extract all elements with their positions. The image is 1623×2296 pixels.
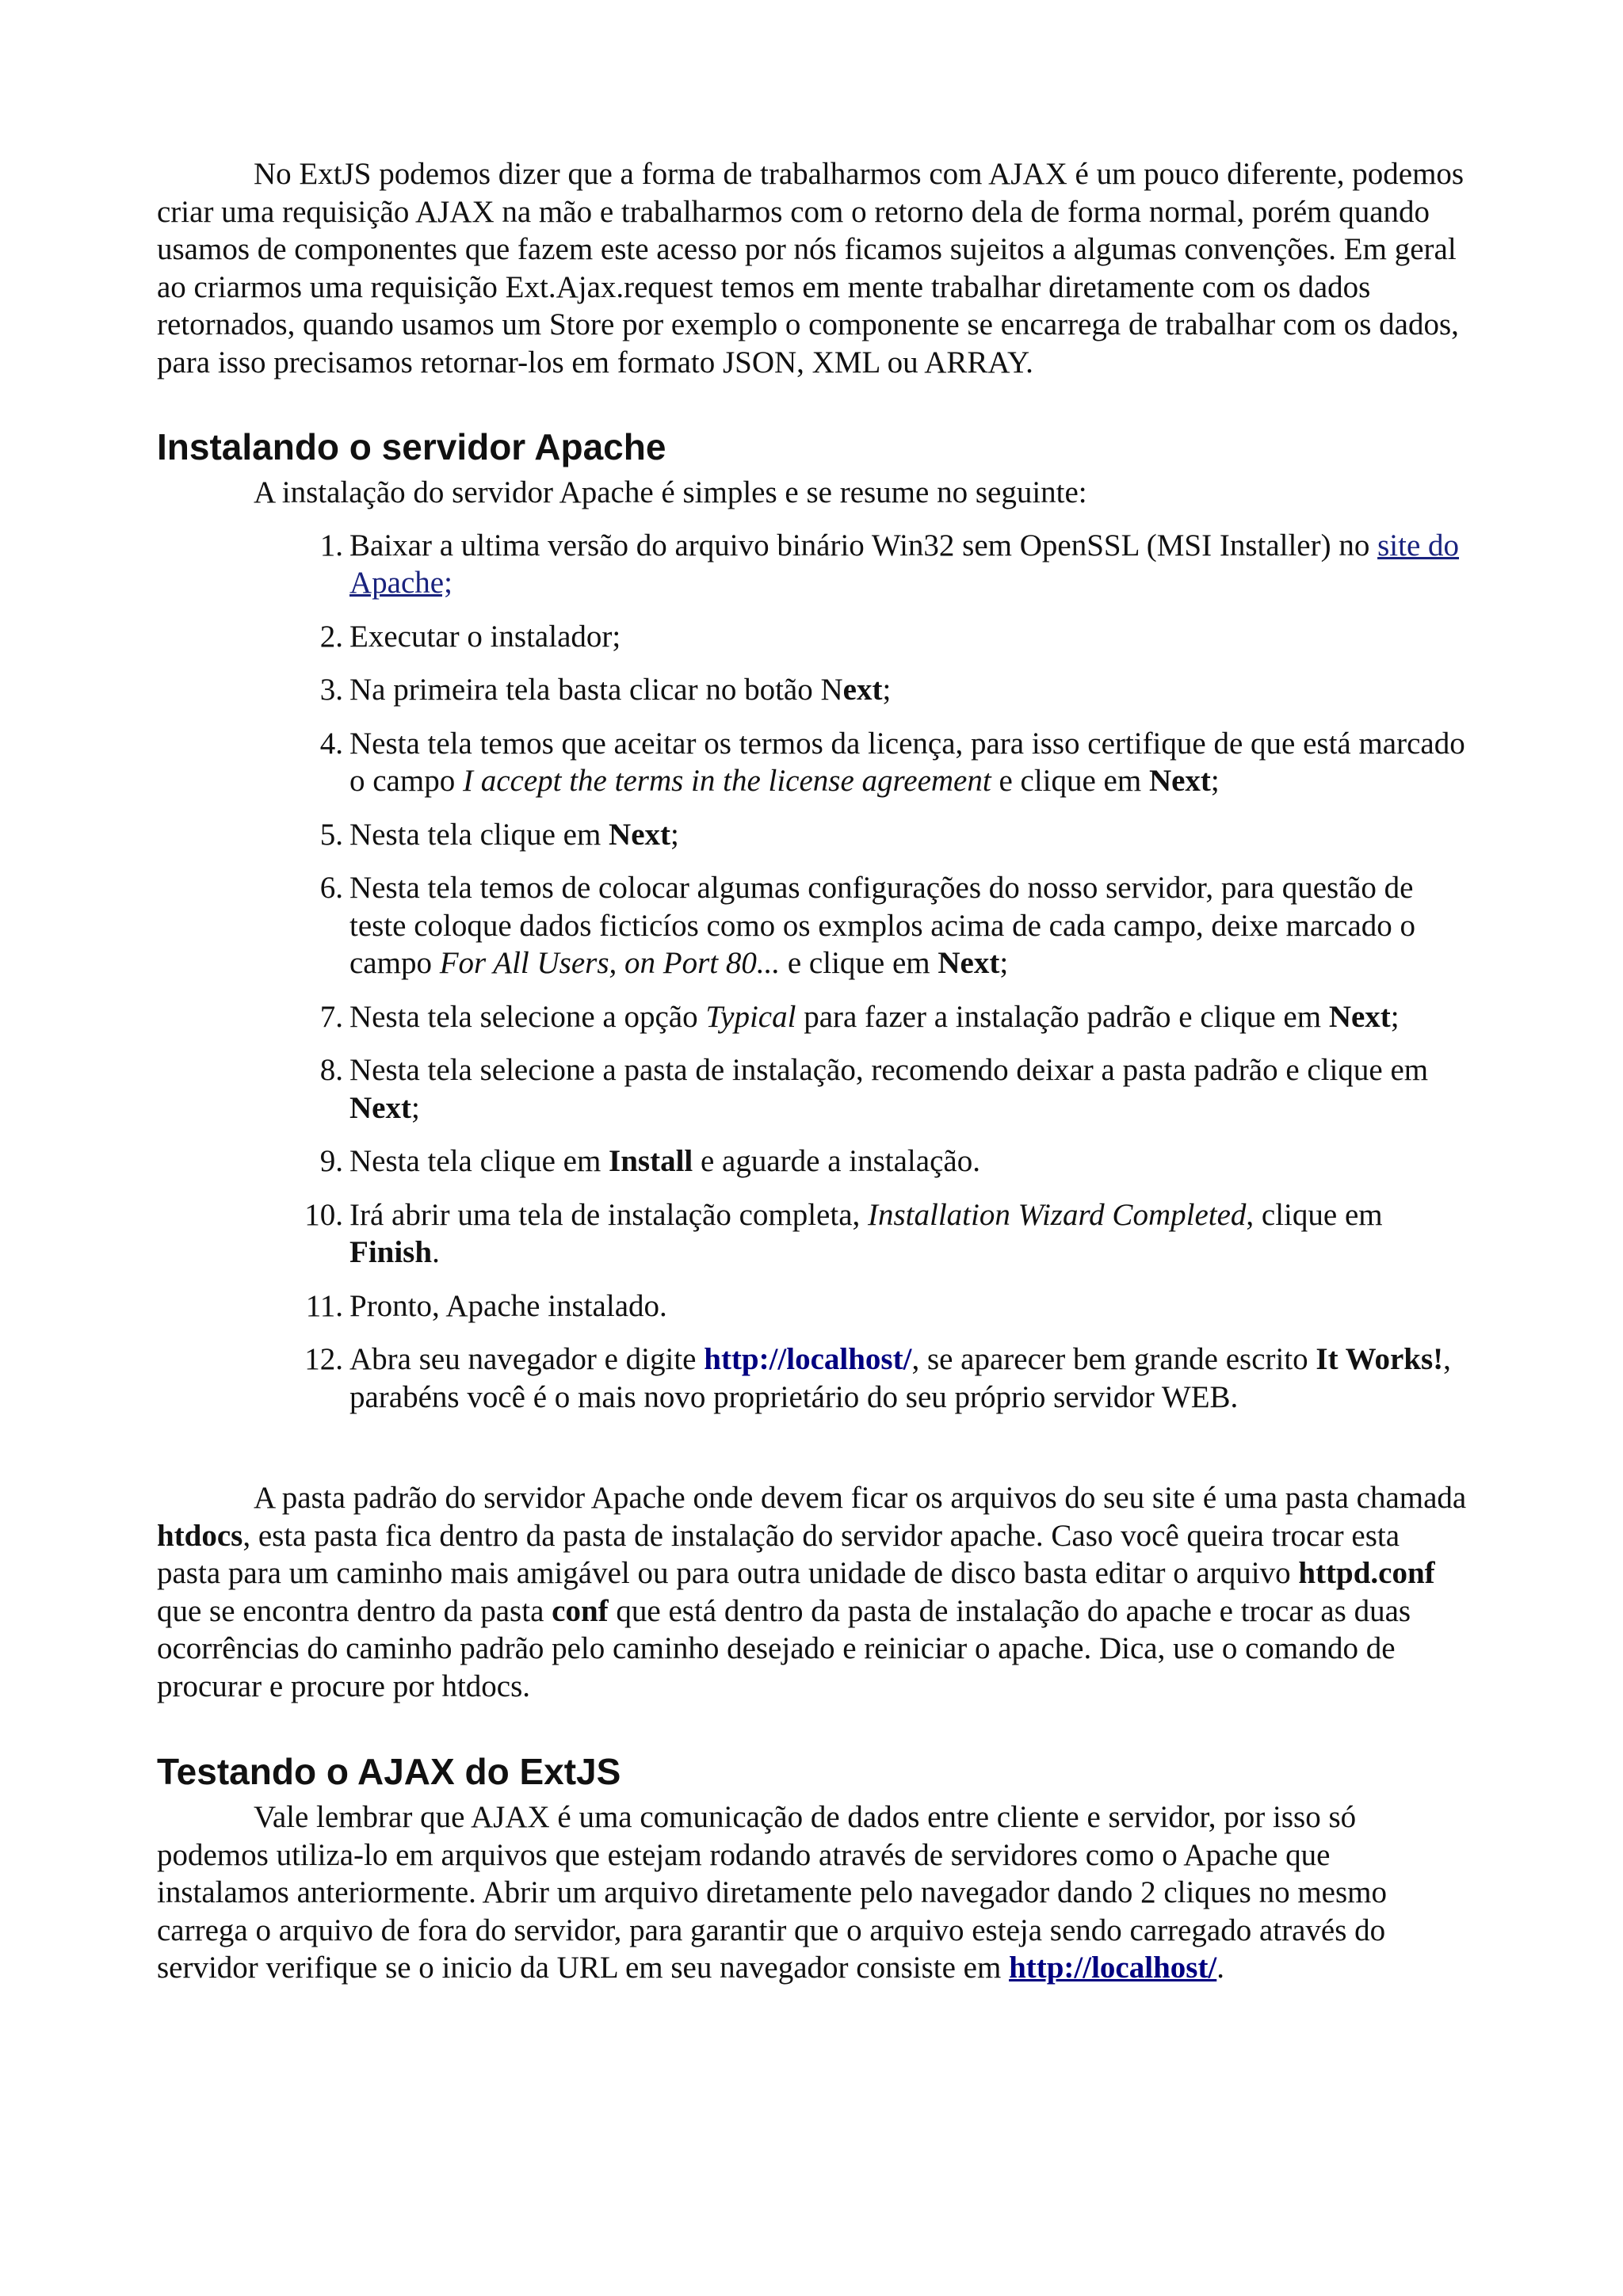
step-number: 11 . [272, 1287, 343, 1325]
list-item: 2 . Executar o instalador; [157, 618, 1468, 656]
list-item: 11 . Pronto, Apache instalado. [157, 1287, 1468, 1325]
ajax-paragraph: Vale lembrar que AJAX é uma comunicação de dados entre cliente e servidor, por isso só podemos utiliza-lo em arquivos que estejam rodando através de servidores como o Apache que instalamos anteriormente. Abrir um arquivo diretamente pelo navegador dando 2 cliques no mesmo carrega o arquivo de fora do servidor, para garantir que o arquivo esteja sendo carregado através do servidor verifique se o inicio da URL em seu navegador consiste em http://localhost/. [157, 1800, 1387, 1985]
heading-installing-apache: Instalando o servidor Apache [157, 426, 666, 467]
step-number: 1 . [272, 527, 343, 565]
step-number: 3 . [272, 671, 343, 709]
localhost-url[interactable]: http://localhost/ [704, 1342, 912, 1376]
step-number: 9 . [272, 1142, 343, 1180]
list-item: 8 . Nesta tela selecione a pasta de instalação, recomendo deixar a pasta padrão e clique em Next; [157, 1051, 1468, 1127]
apache-site-link[interactable]: site do Apache; [349, 528, 1460, 600]
localhost-link[interactable]: http://localhost/ [1009, 1951, 1217, 1985]
list-item: 10 . Irá abrir uma tela de instalação completa, Installation Wizard Completed, clique em Finish. [157, 1196, 1468, 1272]
step-number: 6 . [272, 869, 343, 907]
list-item: 6 . Nesta tela temos de colocar algumas configurações do nosso servidor, para questão de teste coloque dados ficticíos como os exmplos acima de cada campo, deixe marcado o campo For All Users, on Port 80... e clique em Next; [157, 869, 1468, 982]
list-item: 9 . Nesta tela clique em Install e aguarde a instalação. [157, 1142, 1468, 1180]
list-item: 4 . Nesta tela temos que aceitar os termos da licença, para isso certifique de que está marcado o campo I accept the terms in the license agreement e clique em Next; [157, 725, 1468, 800]
list-item: 5 . Nesta tela clique em Next; [157, 816, 1468, 854]
document-page [157, 155, 1468, 1987]
htdocs-paragraph: A pasta padrão do servidor Apache onde devem ficar os arquivos do seu site é uma pasta chamada htdocs, esta pasta fica dentro da pasta de instalação do servidor apache. Caso você queira trocar esta pasta para um caminho mais amigável ou para outra unidade de disco basta editar o arquivo httpd.conf que se encontra dentro da pasta conf que está dentro da pasta de instalação do apache e trocar as duas ocorrências do caminho padrão pelo caminho desejado e reiniciar o apache. Dica, use o comando de procurar e procure por htdocs. [157, 1481, 1467, 1703]
list-item: 1 . Baixar a ultima versão do arquivo binário Win32 sem OpenSSL (MSI Installer) no site do Apache; [157, 527, 1468, 602]
list-item: 12 . Abra seu navegador e digite http://localhost/, se aparecer bem grande escrito It Works!, parabéns você é o mais novo proprietário do seu próprio servidor WEB. [157, 1341, 1468, 1416]
step-number: 10 . [272, 1196, 343, 1234]
list-item: 3 . Na primeira tela basta clicar no botão Next; [157, 671, 1468, 709]
step-number: 8 . [272, 1051, 343, 1089]
apache-install-intro: A instalação do servidor Apache é simples e se resume no seguinte: [254, 475, 1087, 509]
step-number: 4 . [272, 725, 343, 763]
intro-paragraph: No ExtJS podemos dizer que a forma de trabalharmos com AJAX é um pouco diferente, podemos criar uma requisição AJAX na mão e trabalharmos com o retorno dela de forma normal, porém quando usamos de componentes que fazem este acesso por nós ficamos sujeitos a algumas convenções. Em geral ao criarmos uma requisição Ext.Ajax.request temos em mente trabalhar diretamente com os dados retornados, quando usamos um Store por exemplo o componente se encarrega de trabalhar com os dados, para isso precisamos retornar-los em formato JSON, XML ou ARRAY. [157, 157, 1465, 379]
heading-testing-ajax: Testando o AJAX do ExtJS [157, 1751, 621, 1792]
install-steps-list [157, 527, 1468, 1417]
step-number: 5 . [272, 816, 343, 854]
step-number: 2 . [272, 618, 343, 656]
step-number: 12 . [272, 1341, 343, 1379]
step-number: 7 . [272, 998, 343, 1036]
list-item: 7 . Nesta tela selecione a opção Typical para fazer a instalação padrão e clique em Next; [157, 998, 1468, 1036]
